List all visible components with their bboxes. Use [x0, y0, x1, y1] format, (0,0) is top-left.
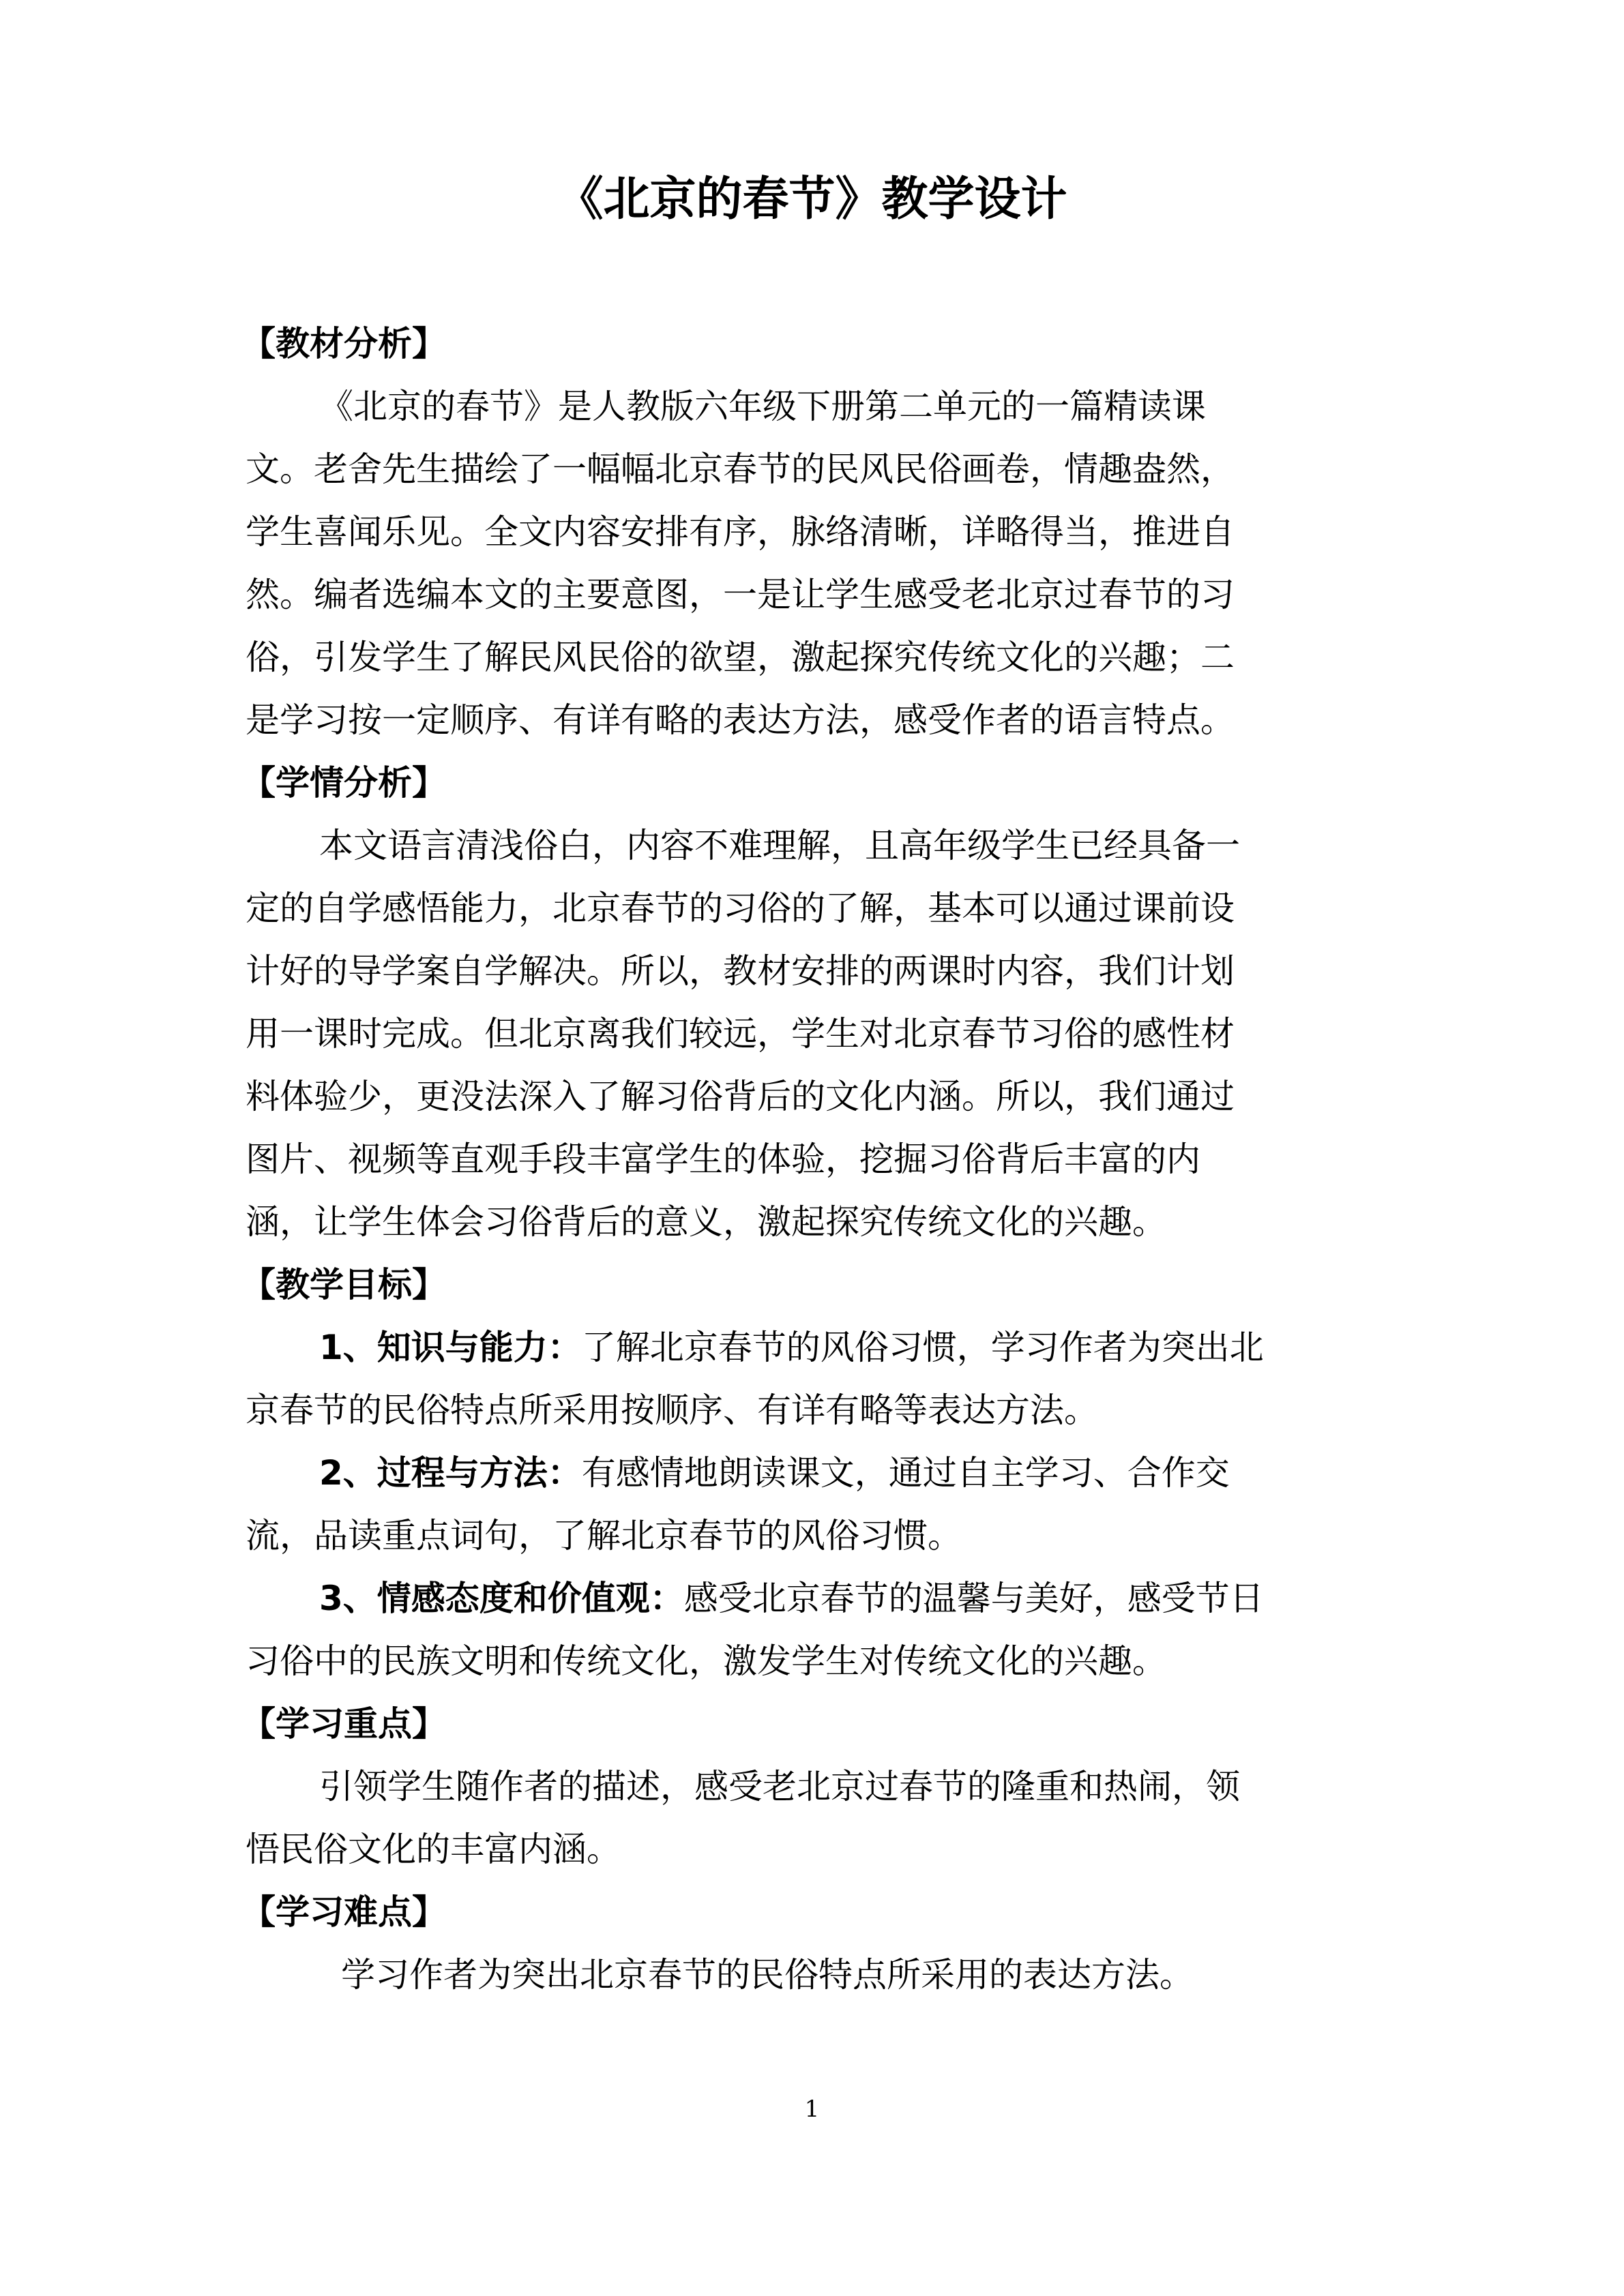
text-line: 《北京的春节》是人教版六年级下册第二单元的一篇精读课 — [319, 387, 1206, 426]
text-line: 文。老舍先生描绘了一幅幅北京春节的民风民俗画卷，情趣盎然， — [246, 449, 1235, 489]
text-line: 用一课时完成。但北京离我们较远，学生对北京春节习俗的感性材 — [246, 1014, 1235, 1054]
section-heading-difficulties: 【学习难点】 — [241, 1892, 446, 1932]
text-line: 悟民俗文化的丰富内涵。 — [246, 1830, 621, 1869]
section-heading-students: 【学情分析】 — [241, 763, 446, 803]
text-line: 京春节的民俗特点所采用按顺序、有详有略等表达方法。 — [246, 1390, 1098, 1430]
text-line: 流，品读重点词句，了解北京春节的风俗习惯。 — [246, 1516, 962, 1555]
goal-label: 2、过程与方法： — [319, 1453, 582, 1493]
section-heading-key-points: 【学习重点】 — [241, 1704, 446, 1744]
goal-label: 1、知识与能力： — [319, 1328, 582, 1367]
text-line — [246, 1567, 1378, 1630]
goal-item-knowledge — [246, 1316, 1378, 1442]
goal-item-attitude — [246, 1567, 1378, 1693]
goal-label: 3、情感态度和价值观： — [319, 1579, 684, 1618]
text-line: 引领学生随作者的描述，感受老北京过春节的隆重和热闹，领 — [319, 1767, 1240, 1806]
paragraph-key-points — [246, 1755, 1378, 1881]
text-line: 俗，引发学生了解民风民俗的欲望，激起探究传统文化的兴趣；二 — [246, 638, 1235, 677]
text-line: 是学习按一定顺序、有详有略的表达方法，感受作者的语言特点。 — [246, 700, 1235, 740]
page-number: 1 — [804, 2096, 820, 2123]
text-line: 习俗中的民族文明和传统文化，激发学生对传统文化的兴趣。 — [246, 1641, 1166, 1681]
section-heading-analysis: 【教材分析】 — [241, 324, 446, 363]
text-line — [246, 1316, 1378, 1379]
goal-text: 感受北京春节的温馨与美好，感受节日 — [683, 1579, 1264, 1618]
section-heading-goals: 【教学目标】 — [241, 1265, 446, 1304]
text-line: 料体验少，更没法深入了解习俗背后的文化内涵。所以，我们通过 — [246, 1077, 1235, 1116]
document-title: 《北京的春节》教学设计 — [557, 173, 1067, 226]
text-line: 本文语言清浅俗白，内容不难理解，且高年级学生已经具备一 — [319, 826, 1240, 865]
document-body — [241, 312, 1378, 2006]
text-line: 计好的导学案自学解决。所以，教材安排的两课时内容，我们计划 — [246, 951, 1235, 991]
paragraph-difficulties — [246, 1943, 1378, 2006]
paragraph-analysis — [246, 375, 1378, 751]
text-line: 定的自学感悟能力，北京春节的习俗的了解，基本可以通过课前设 — [246, 889, 1235, 928]
goal-item-process — [246, 1442, 1378, 1567]
goal-text: 有感情地朗读课文，通过自主学习、合作交 — [581, 1453, 1230, 1493]
paragraph-students — [246, 814, 1378, 1253]
text-line: 学习作者为突出北京春节的民俗特点所采用的表达方法。 — [341, 1955, 1194, 1995]
text-line: 涵，让学生体会习俗背后的意义，激起探究传统文化的兴趣。 — [246, 1202, 1166, 1242]
text-line: 图片、视频等直观手段丰富学生的体验，挖掘习俗背后丰富的内 — [246, 1139, 1200, 1179]
text-line: 然。编者选编本文的主要意图，一是让学生感受老北京过春节的习 — [246, 575, 1235, 614]
text-line — [246, 1442, 1378, 1504]
goal-text: 了解北京春节的风俗习惯，学习作者为突出北 — [581, 1328, 1264, 1367]
text-line: 学生喜闻乐见。全文内容安排有序，脉络清晰，详略得当，推进自 — [246, 512, 1235, 552]
